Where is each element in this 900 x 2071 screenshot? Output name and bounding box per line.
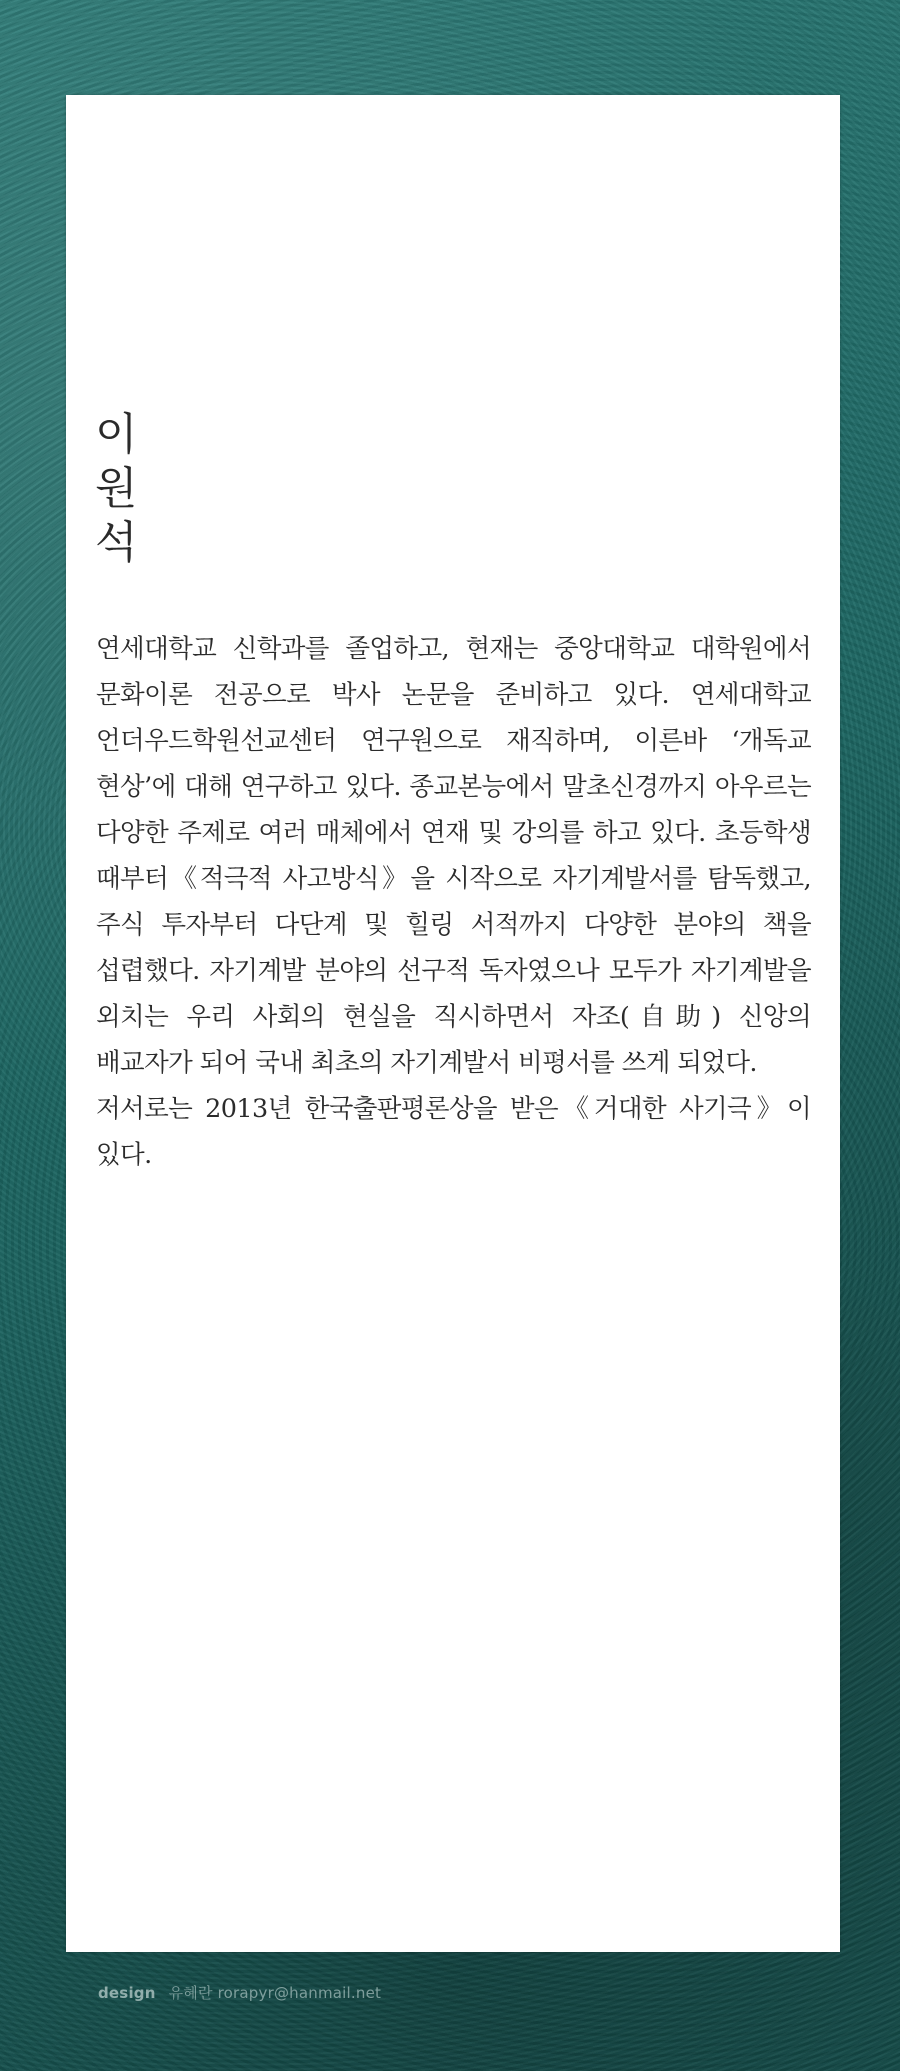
design-credit-text: 유혜란 rorapyr@hanmail.net (168, 1984, 382, 2002)
author-bio (96, 626, 811, 1178)
author-name: 이원석 (95, 409, 138, 568)
design-credit-label: design (98, 1984, 156, 2002)
design-credit (98, 1982, 381, 2003)
bio-paragraph: 연세대학교 신학과를 졸업하고, 현재는 중앙대학교 대학원에서 문화이론 전공으로 박사 논문을 준비하고 있다. 연세대학교 언더우드학원선교센터 연구원으로 재직하며, 이른바 ‘개독교 현상’에 대해 연구하고 있다. 종교본능에서 말초신경까지 아우르는 다양한 주제로 여러 매체에서 연재 및 강의를 하고 있다. 초등학생 때부터《적극적 사고방식》을 시작으로 자기계발서를 탐독했고, 주식 투자부터 다단계 및 힐링 서적까지 다양한 분야의 책을 섭렵했다. 자기계발 분야의 선구적 독자였으나 모두가 자기계발을 외치는 우리 사회의 현실을 직시하면서 자조(自助) 신앙의 배교자가 되어 국내 최초의 자기계발서 비평서를 쓰게 되었다. (96, 634, 811, 1078)
bio-paragraph: 저서로는 2013년 한국출판평론상을 받은《거대한 사기극》이 있다. (96, 1094, 811, 1170)
